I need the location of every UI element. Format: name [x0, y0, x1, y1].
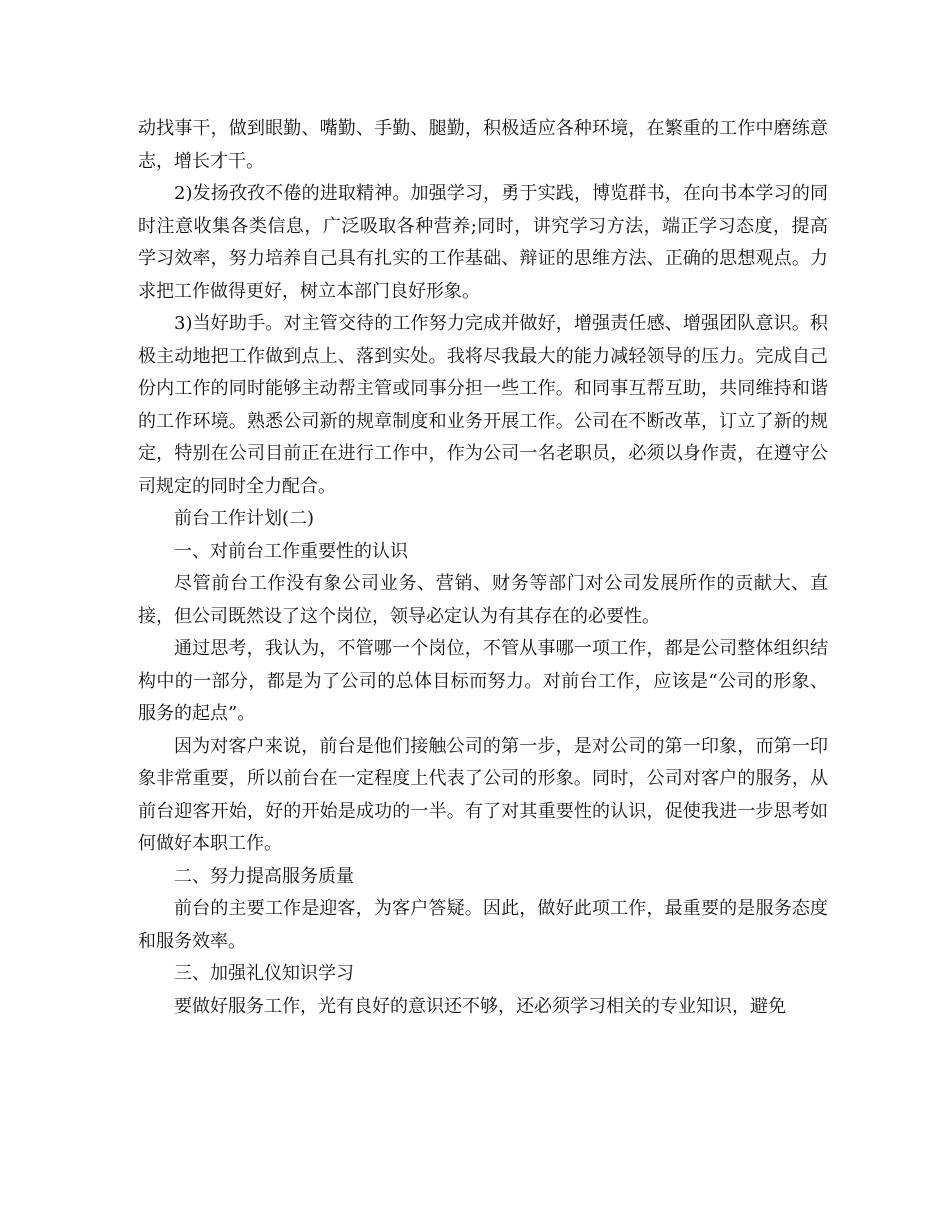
paragraph: 尽管前台工作没有象公司业务、营销、财务等部门对公司发展所作的贡献大、直接，但公司既然设了这个岗位，领导必定认为有其存在的必要性。 [138, 573, 828, 627]
paragraph: 因为对客户来说，前台是他们接触公司的第一步，是对公司的第一印象，而第一印象非常重要，所以前台在一定程度上代表了公司的形象。同时，公司对客户的服务，从前台迎客开始，好的开始是成功的一半。有了对其重要性的认识，促使我进一步思考如何做好本职工作。 [138, 735, 828, 854]
section-title: 前台工作计划(二) [174, 508, 315, 529]
paragraph: 通过思考，我认为，不管哪一个岗位，不管从事哪一项工作，都是公司整体组织结构中的一部分，都是为了公司的总体目标而努力。对前台工作，应该是“公司的形象、服务的起点”。 [138, 638, 828, 724]
heading-2: 二、努力提高服务质量 [174, 865, 354, 887]
paragraph-continuation: 动找事干，做到眼勤、嘴勤、手勤、腿勤，积极适应各种环境，在繁重的工作中磨练意志，增长才干。 [138, 118, 828, 172]
heading-3: 三、加强礼仪知识学习 [174, 963, 354, 984]
document-body [138, 113, 828, 1023]
paragraph-item-3: 3)当好助手。对主管交待的工作努力完成并做好，增强责任感、增强团队意识。积极主动地把工作做到点上、落到实处。我将尽我最大的能力减轻领导的压力。完成自己份内工作的同时能够主动帮主管或同事分担一些工作。和同事互帮互助，共同维持和谐的工作环境。熟悉公司新的规章制度和业务开展工作。公司在不断改革，订立了新的规定，特别在公司目前正在进行工作中，作为公司一名老职员，必须以身作责，在遵守公司规定的同时全力配合。 [138, 313, 828, 497]
heading-1: 一、对前台工作重要性的认识 [174, 540, 408, 562]
paragraph: 要做好服务工作，光有良好的意识还不够，还必须学习相关的专业知识，避免 [174, 995, 786, 1017]
paragraph: 前台的主要工作是迎客，为客户答疑。因此，做好此项工作，最重要的是服务态度和服务效率。 [138, 898, 828, 952]
paragraph-item-2: 2)发扬孜孜不倦的进取精神。加强学习，勇于实践，博览群书，在向书本学习的同时注意收集各类信息，广泛吸取各种营养;同时，讲究学习方法，端正学习态度，提高学习效率，努力培养自己具有扎实的工作基础、辩证的思维方法、正确的思想观点。力求把工作做得更好，树立本部门良好形象。 [138, 183, 828, 302]
